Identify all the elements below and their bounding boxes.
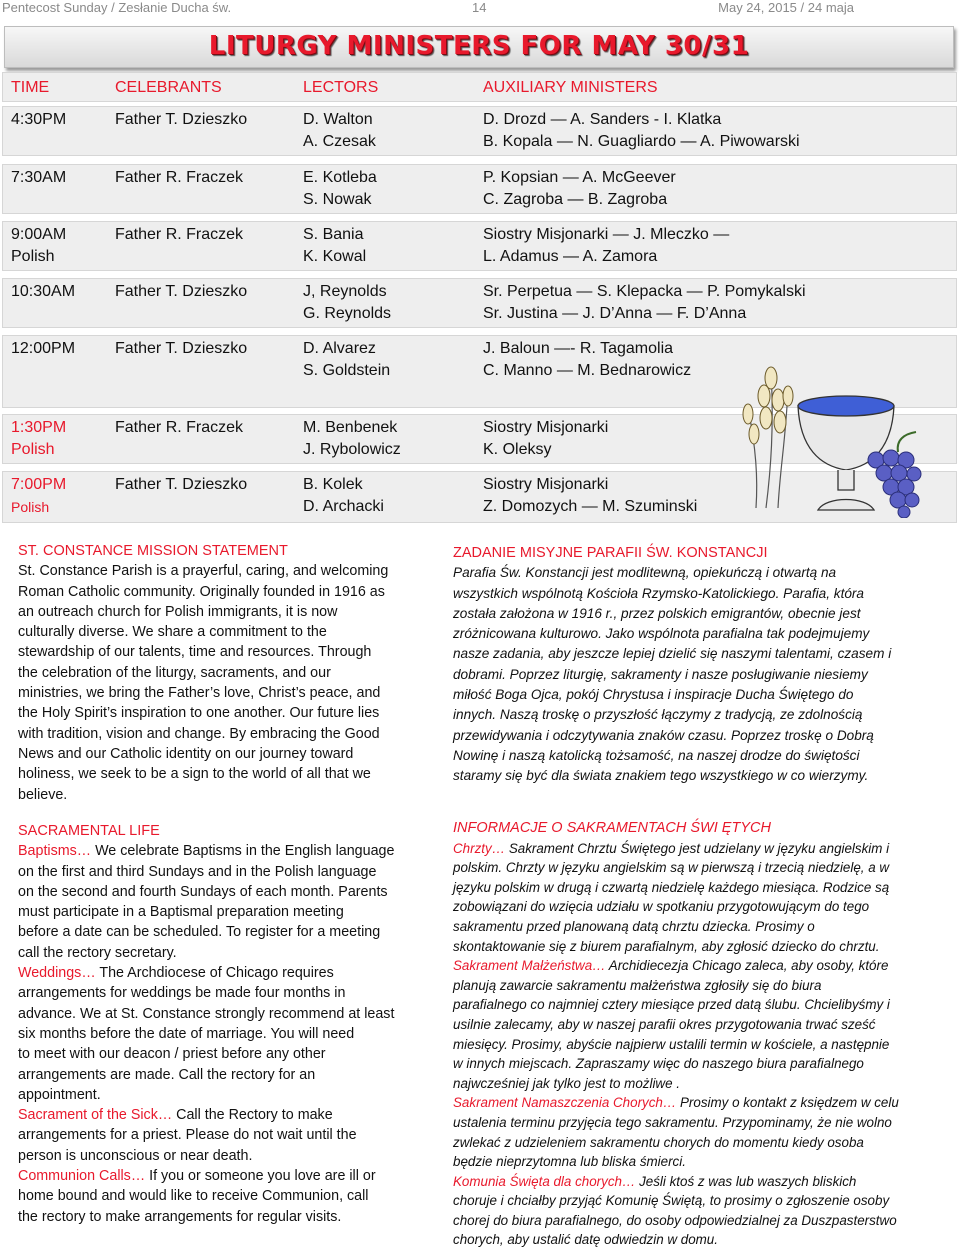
item-lead: Weddings… <box>18 965 96 982</box>
text-line: We celebrate Baptisms in the English language <box>91 843 395 860</box>
text-line: holiness, we seek to be a sign to the world of all that we <box>18 766 371 783</box>
item-lead: Sacrament of the Sick… <box>18 1107 173 1124</box>
text-line: an outreach church for Polish immigrants, it is now <box>18 603 338 620</box>
text-line: miesięcy. Prosimy, abyście najpierw ustalili termin w kościele, a następnie <box>453 1036 890 1052</box>
lector: S. Nowak <box>303 191 372 208</box>
aux-ministers: J. Baloun —- R. Tagamolia <box>483 340 674 357</box>
table-row <box>2 278 957 328</box>
text-line: usilnie zalecamy, aby w naszej parafii okres przygotowania trwać sześć <box>453 1016 876 1032</box>
aux-ministers: C. Zagroba — B. Zagroba <box>483 191 668 208</box>
lector: A. Czesak <box>303 133 376 150</box>
text-line: w innych miejscach. Zapraszamy więc do naszego biura parafialnego <box>453 1056 864 1072</box>
celebrant: Father T. Dzieszko <box>115 476 248 493</box>
text-line: the rectory to make arrangements for regular visits. <box>18 1208 342 1225</box>
text-line: with tradition, vision and change. By embracing the Good <box>18 725 380 742</box>
section-title: SACRAMENTAL LIFE <box>18 823 160 839</box>
text-line: If you or someone you love are ill or <box>145 1168 376 1185</box>
text-line: zróżnicowana kulturowo. Jako wspólnota parafialna tak podejmujemy <box>453 626 870 642</box>
mass-time: 7:30AM <box>11 169 67 186</box>
lector: J, Reynolds <box>303 283 387 300</box>
mass-time: 12:00PM <box>11 340 76 357</box>
text-line: została założona w 1916 r., przez polskich emigrantów, obecnie jest <box>453 605 861 621</box>
sacramental-life-en <box>18 821 443 1227</box>
section-title: INFORMACJE O SAKRAMENTACH ŚWI ĘTYCH <box>453 820 771 836</box>
text-line: arrangements for weddings be made four months in <box>18 985 346 1002</box>
lector: D. Walton <box>303 111 373 128</box>
text-line: believe. <box>18 786 68 803</box>
table-header-row <box>2 72 957 102</box>
header-date: May 24, 2015 / 24 maja <box>718 0 854 15</box>
column-header: AUXILIARY MINISTERS <box>483 79 658 96</box>
text-line: stewardship of our talents, time and resources. Through <box>18 644 372 661</box>
lector: B. Kolek <box>303 476 363 493</box>
text-line: najwcześniej jak tylko jest to możliwe . <box>453 1075 680 1091</box>
chalice-grapes-wheat-icon <box>726 348 926 518</box>
aux-ministers: Siostry Misjonarki — J. Mleczko — <box>483 226 730 243</box>
text-line: before a date can be scheduled. To register for a meeting <box>18 924 381 941</box>
column-header: CELEBRANTS <box>115 79 222 96</box>
text-line: the celebration of the liturgy, sacraments, and our <box>18 664 331 681</box>
section-title: ST. CONSTANCE MISSION STATEMENT <box>18 543 288 559</box>
text-line: nasze zadania, aby jeszcze lepiej dzielić się naszymi talentami, czasem i <box>453 646 892 662</box>
text-line: home bound and would like to receive Communion, call <box>18 1188 369 1205</box>
aux-ministers: D. Drozd — A. Sanders - I. Klatka <box>483 111 722 128</box>
text-line: News and our Catholic identity on our journey toward <box>18 745 354 762</box>
text-line: przewidywania i odczytywania znaków czasu. Poprzez troskę o Dobrą <box>453 727 874 743</box>
text-line: appointment. <box>18 1086 101 1103</box>
aux-ministers: C. Manno — M. Bednarowicz <box>483 362 692 379</box>
text-line: dobrami. Poprzez liturgię, sakramenty i nasze posługiwanie niesiemy <box>453 666 868 682</box>
text-line: person is unconscious or near death. <box>18 1147 253 1164</box>
sacramental-life-pl <box>453 819 953 1250</box>
text-line: Prosimy o kontakt z księdzem w celu <box>676 1095 899 1111</box>
page-number: 14 <box>472 0 487 15</box>
lector: M. Benbenek <box>303 419 398 436</box>
section-title: ZADANIE MISYJNE PARAFII ŚW. KONSTANCJI <box>453 545 768 561</box>
text-line: staramy się być dla świata znakiem tego wszystkiego w co wierzymy. <box>453 768 869 784</box>
aux-ministers: Sr. Justina — J. D’Anna — F. D’Anna <box>483 305 747 322</box>
banner-title: LITURGY MINISTERS FOR MAY 30/31 <box>208 31 750 61</box>
column-header: TIME <box>11 79 50 96</box>
celebrant: Father R. Fraczek <box>115 419 244 436</box>
lector: E. Kotleba <box>303 169 377 186</box>
mass-time: 10:30AM <box>11 283 76 300</box>
text-line: ustalenia terminu przyjęcia tego sakramentu. Przypominamy, że nie wolno <box>453 1114 892 1130</box>
text-line: to meet with our deacon / priest before any other <box>18 1046 326 1063</box>
text-line: planują zawarcie sakramentu małżeństwa zgłosiły się do biura <box>453 977 822 993</box>
text-line: parafialnego co najmniej cztery miesiące przed datą ślubu. Chcielibyśmy i <box>453 997 890 1013</box>
lector: S. Goldstein <box>303 362 391 379</box>
celebrant: Father R. Fraczek <box>115 226 244 243</box>
mission-statement-en <box>18 541 438 805</box>
mass-language: Polish <box>11 499 50 515</box>
page-header <box>0 0 960 18</box>
item-lead: Sakrament Namaszczenia Chorych… <box>453 1095 677 1111</box>
text-line: must participate in a Baptismal preparation meeting <box>18 904 344 921</box>
lector: D. Archacki <box>303 498 384 515</box>
text-line: the Holy Spirit’s inspiration to one another. Our future lies <box>18 705 380 722</box>
text-line: arrangements for a priest. Please do not wait until the <box>18 1127 357 1144</box>
lector: K. Kowal <box>303 248 367 265</box>
text-line: miłość Boga Ojca, pokój Chrystusa i inspiracje Ducha Świętego do <box>453 687 854 703</box>
mass-time: 7:00PM <box>11 476 67 493</box>
text-line: innych. Naszą troskę o przyszłość łączymy z tradycją, ze zdolnością <box>453 707 863 723</box>
mass-language: Polish <box>11 441 55 458</box>
table-row <box>2 221 957 271</box>
text-line: zwlekać z udzieleniem sakramentu chorych do momentu kiedy osoba <box>453 1134 864 1150</box>
header-left: Pentecost Sunday / Zesłanie Ducha św. <box>2 0 232 15</box>
text-line: Jeśli ktoś z was lub waszych bliskich <box>635 1173 857 1189</box>
text-line: sakramentu przed planowaną datą chrztu dziecka. Prosimy o <box>453 918 815 934</box>
text-line: Nowinę i naszą katolicką tożsamość, na naszej drodze do świętości <box>453 747 860 763</box>
mass-time: 4:30PM <box>11 111 67 128</box>
item-lead: Chrzty… <box>453 840 506 856</box>
aux-ministers: P. Kopsian — A. McGeever <box>483 169 676 186</box>
aux-ministers: Siostry Misjonarki <box>483 419 609 436</box>
lector: S. Bania <box>303 226 364 243</box>
table-row <box>2 106 957 156</box>
text-line: six months before the date of marriage. You will need <box>18 1025 355 1042</box>
text-line: choruje i chciałby przyjąć Komunię Świętą, to prosimy o zgłoszenie osoby <box>453 1193 890 1209</box>
text-line: Sakrament Chrztu Świętego jest udzielany w języku angielskim i <box>505 840 890 856</box>
aux-ministers: K. Oleksy <box>483 441 552 458</box>
text-line: call the rectory secretary. <box>18 944 177 961</box>
text-line: St. Constance Parish is a prayerful, caring, and welcoming <box>18 563 389 580</box>
title-banner <box>4 26 954 68</box>
mass-language: Polish <box>11 248 55 265</box>
text-line: advance. We at St. Constance strongly recommend at least <box>18 1005 395 1022</box>
text-line: Archidiecezja Chicago zaleca, aby osoby, które <box>605 958 889 974</box>
aux-ministers: Z. Domozych — M. Szuminski <box>483 498 698 515</box>
text-line: Parafia Św. Konstancji jest modlitewną, opiekuńczą i otwartą na <box>453 565 837 581</box>
text-line: skontaktowanie się z biurem parafialnym, aby zgłosić dziecko do chrztu. <box>453 938 880 954</box>
text-line: chorych, aby ustalić datę odwiedzin w domu. <box>453 1232 718 1248</box>
text-line: Call the Rectory to make <box>172 1107 333 1124</box>
text-line: Roman Catholic community. Originally founded in 1916 as <box>18 583 385 600</box>
text-line: wszystkich wspólnotą Kościoła Rzymsko-Katolickiego. Parafia, która <box>453 585 864 601</box>
celebrant: Father T. Dzieszko <box>115 111 248 128</box>
text-line: chorej do biura parafialnego, do osoby odpowiedzialnej za Duszpasterstwo <box>453 1212 897 1228</box>
text-line: on the first and third Sundays and in the Polish language <box>18 863 377 880</box>
text-line: języku polskim w drugą i czwartą niedzielę każdego miesiąca. Rodzice są <box>453 879 890 895</box>
item-lead: Sakrament Małżeństwa… <box>453 958 606 974</box>
item-lead: Komunia Święta dla chorych… <box>453 1173 636 1189</box>
celebrant: Father R. Fraczek <box>115 169 244 186</box>
item-lead: Baptisms… <box>18 843 92 860</box>
text-line: będzie nieprzytomna lub bliska śmierci. <box>453 1154 686 1170</box>
text-line: arrangements are made. Call the rectory for an <box>18 1066 316 1083</box>
text-line: The Archdiocese of Chicago requires <box>95 965 334 982</box>
column-header: LECTORS <box>303 79 379 96</box>
aux-ministers: L. Adamus — A. Zamora <box>483 248 658 265</box>
mass-time: 1:30PM <box>11 419 67 436</box>
text-line: zobowiązani do wzięcia udziału w spotkaniu przygotowującym do tego <box>453 899 870 915</box>
celebrant: Father T. Dzieszko <box>115 340 248 357</box>
table-row <box>2 164 957 214</box>
text-line: on the second and fourth Sundays of each month. Parents <box>18 883 388 900</box>
lector: J. Rybolowicz <box>303 441 401 458</box>
text-line: polskim. Chrzty w języku angielskim są w pierwszą i trzecią niedzielę, a w <box>453 860 890 876</box>
item-lead: Communion Calls… <box>18 1168 146 1185</box>
text-line: culturally diverse. We share a commitment to the <box>18 624 327 641</box>
aux-ministers: Siostry Misjonarki <box>483 476 609 493</box>
text-line: ministries, we bring the Father’s love, Christ’s peace, and <box>18 685 381 702</box>
celebrant: Father T. Dzieszko <box>115 283 248 300</box>
aux-ministers: Sr. Perpetua — S. Klepacka — P. Pomykalski <box>483 283 806 300</box>
mission-statement-pl <box>453 543 953 787</box>
lector: D. Alvarez <box>303 340 376 357</box>
lector: G. Reynolds <box>303 305 392 322</box>
mass-time: 9:00AM <box>11 226 67 243</box>
aux-ministers: B. Kopala — N. Guagliardo — A. Piwowarski <box>483 133 800 150</box>
